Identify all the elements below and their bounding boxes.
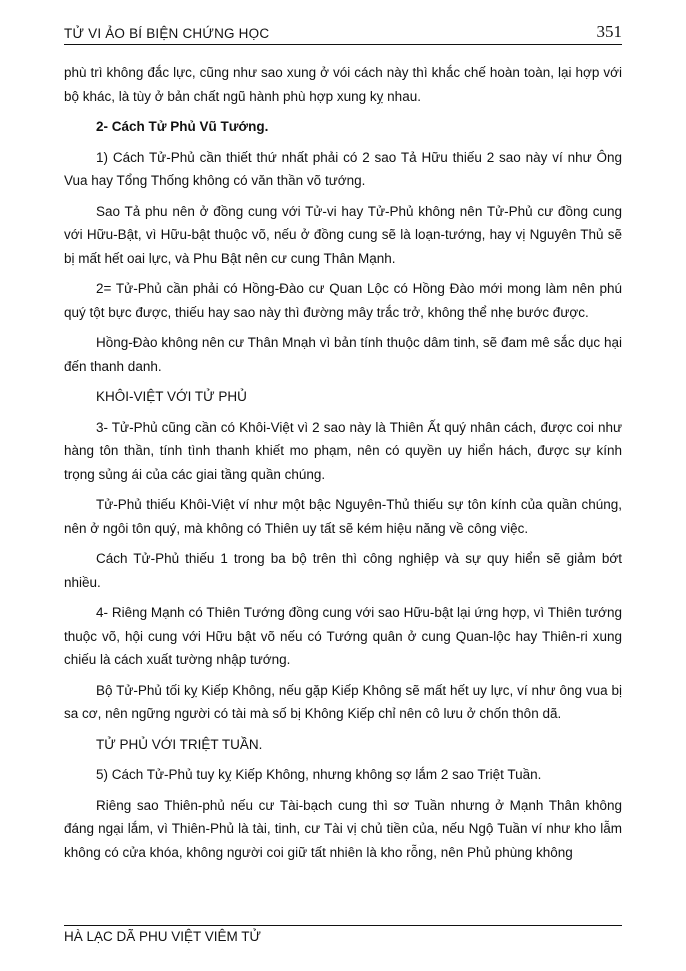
running-title: TỬ VI ẢO BÍ BIỆN CHỨNG HỌC	[64, 26, 270, 41]
page-body	[64, 61, 622, 871]
paragraph: Hồng-Đào không nên cư Thân Mnạh vì bản tính thuộc dâm tinh, sẽ đam mê sắc dục hại đến thanh danh.	[64, 335, 622, 374]
paragraph: 5) Cách Tử-Phủ tuy kỵ Kiếp Không, nhưng không sợ lắm 2 sao Triệt Tuần.	[96, 767, 542, 782]
paragraph: Bộ Tử-Phủ tối kỵ Kiếp Không, nếu gặp Kiếp Không sẽ mất hết uy lực, ví như ông vua bị sa cơ, nên ngững người có tài mà số bị Không Kiếp chỉ nên cô lưu ở chốn thôn dã.	[64, 682, 622, 721]
paragraph: Tử-Phủ thiếu Khôi-Việt ví như một bậc Nguyên-Thủ thiếu sự tôn kính của quần chúng, nên ở ngôi tôn quý, mà không có Thiên uy tất sẽ kém hiệu năng về công việc.	[64, 497, 622, 536]
section-heading-tu-phu-vu-tuong: 2- Cách Tử Phủ Vũ Tướng.	[96, 119, 269, 134]
paragraph: 3- Tử-Phủ cũng cần có Khôi-Việt vì 2 sao này là Thiên Ất quý nhân cách, được coi như hàng tôn thần, tính tình thanh khiết mo phạm, nên có quyền uy hiển hách, được sự kính trọng sủng ái của các giai tầng quần chúng.	[64, 419, 622, 482]
paragraph: Sao Tả phu nên ở đồng cung với Tử-vi hay Tử-Phủ không nên Tử-Phủ cư đồng cung với Hữu-Bật, vì Hữu-bật thuộc võ, nếu ở đồng cung sẽ là loạn-tướng, hay vị Nguyên Thủ sẽ bị mất hết oai lực, và Phu Bật nên cư cung Thân Mạnh.	[64, 203, 622, 266]
paragraph: 1) Cách Tử-Phủ cần thiết thứ nhất phải có 2 sao Tả Hữu thiếu 2 sao này ví như Ông Vua hay Tổng Thống không có văn thần võ tướng.	[64, 149, 622, 188]
footer-author: HÀ LẠC DÃ PHU VIỆT VIÊM TỬ	[64, 929, 262, 944]
paragraph: Cách Tử-Phủ thiếu 1 trong ba bộ trên thì công nghiệp và sự quy hiển sẽ giảm bớt nhiều.	[64, 551, 622, 590]
section-heading-khoi-viet: KHÔI-VIỆT VỚI TỬ PHỦ	[96, 389, 247, 404]
page-footer	[64, 925, 622, 944]
paragraph-continuation: phù trì không đắc lực, cũng như sao xung ở vói cách này thì khắc chế hoàn toàn, lại hợp với bộ khác, là tùy ở bản chất ngũ hành phù hợp xung kỵ nhau.	[64, 65, 622, 104]
paragraph: 4- Riêng Mạnh có Thiên Tướng đồng cung với sao Hữu-bật lại ứng hợp, vì Thiên tướng thuộc võ, hội cung với Hữu bật võ nếu có Tướng quân ở cung Quan-lộc hay Thiên-ri xung chiếu là cách xuất tường nhập tướng.	[64, 605, 622, 667]
page-number: 351	[596, 22, 622, 41]
page-header	[64, 22, 622, 45]
section-heading-triet-tuan: TỬ PHỦ VỚI TRIỆT TUẦN.	[96, 736, 263, 752]
paragraph: Riêng sao Thiên-phủ nếu cư Tài-bạch cung thì sơ Tuần nhưng ở Mạnh Thân không đáng ngại lắm, vì Thiên-Phủ là tài, tinh, cư Tài vị chủ tiền của, nếu Ngộ Tuần ví như kho lẫm không có cửa khóa, không người coi giữ tất nhiên là kho rỗng, nên Phủ phùng không	[64, 797, 622, 860]
paragraph: 2= Tử-Phủ cần phải có Hồng-Đào cư Quan Lộc có Hồng Đào mới mong làm nên phú quý tột bực được, thiếu hay sao này thì đường mây trắc trở, không thể nhẹ bước được.	[64, 281, 622, 320]
